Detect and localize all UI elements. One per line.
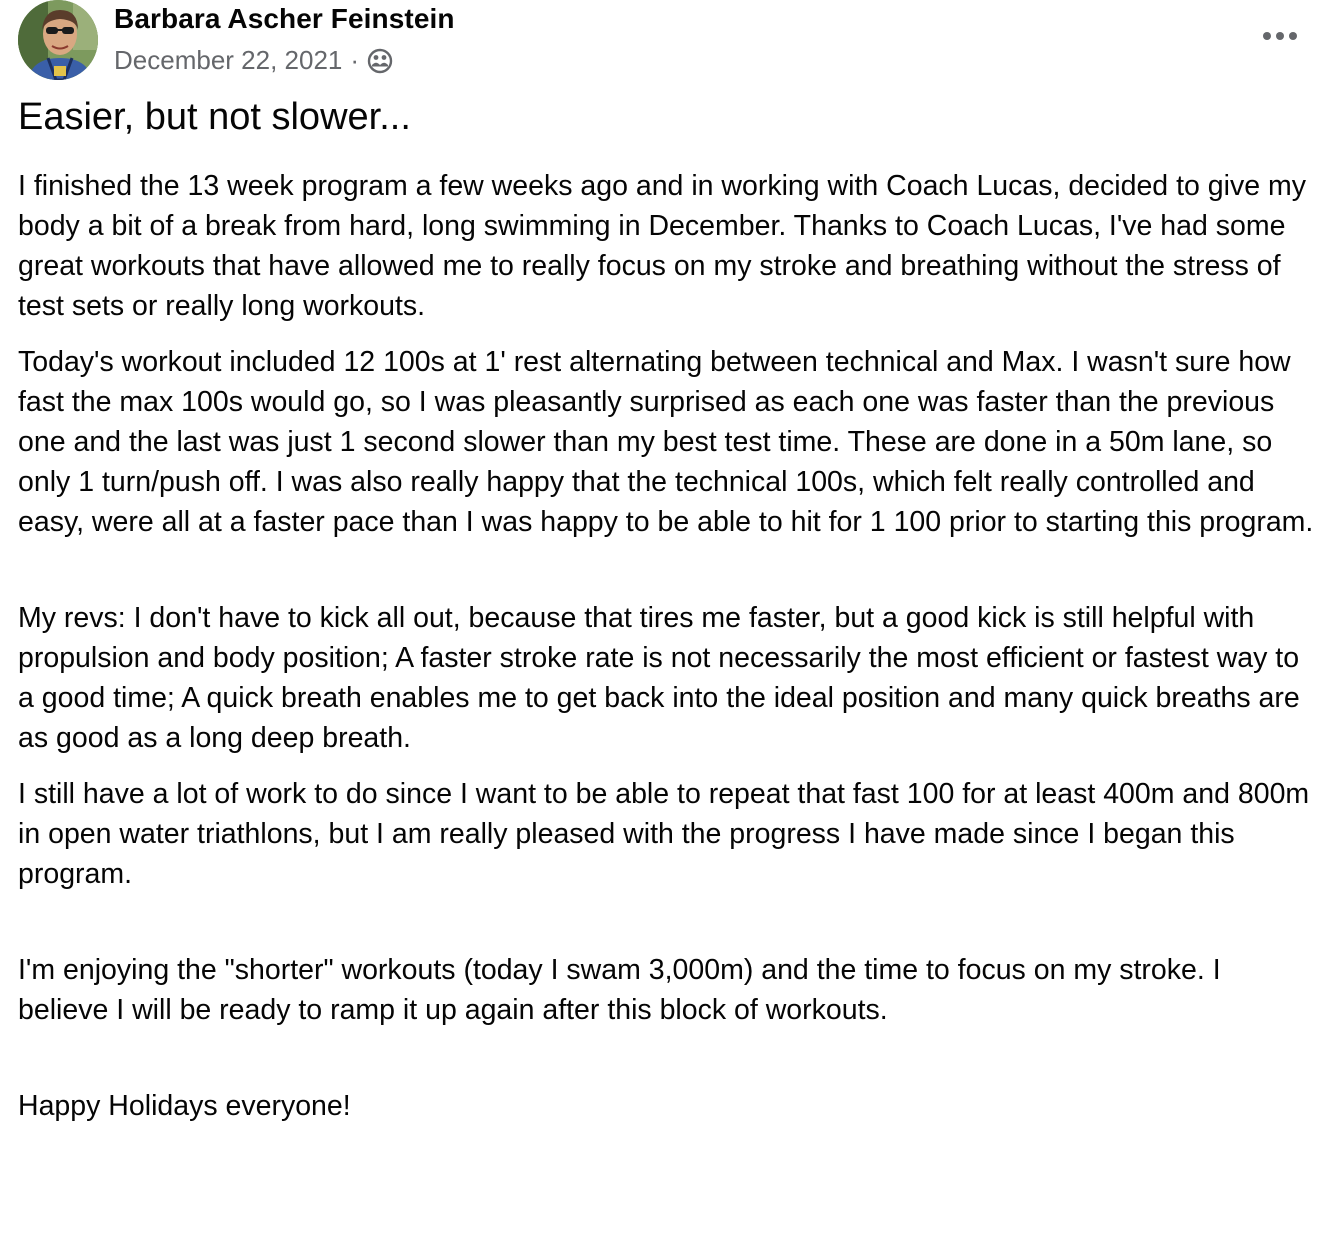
friends-icon[interactable]	[367, 48, 393, 74]
meta-separator: ·	[350, 45, 360, 75]
post-header	[18, 0, 1318, 84]
post-paragraph: I still have a lot of work to do since I want to be able to repeat that fast 100 for at least 400m and 800m in open water triathlons, but I am really pleased with the progress I have made since I began this program.	[18, 778, 1310, 890]
author-name[interactable]: Barbara Ascher Feinstein	[114, 3, 455, 34]
post-date[interactable]: December 22, 2021	[114, 45, 343, 75]
more-options-button[interactable]	[1260, 20, 1300, 52]
post-meta	[114, 45, 393, 76]
post-title: Easier, but not slower...	[18, 96, 411, 138]
post-body	[18, 166, 1318, 1142]
post-paragraph: I finished the 13 week program a few weeks ago and in working with Coach Lucas, decided to give my body a bit of a break from hard, long swimming in December. Thanks to Coach Lucas, I've had some great workouts that have allowed me to really focus on my stroke and breathing without the stress of test sets or really long workouts.	[18, 170, 1306, 322]
post-paragraph: Happy Holidays everyone!	[18, 1090, 351, 1122]
post-paragraph: I'm enjoying the "shorter" workouts (today I swam 3,000m) and the time to focus on my stroke. I believe I will be ready to ramp it up again after this block of workouts.	[18, 954, 1221, 1026]
post-paragraph: My revs: I don't have to kick all out, because that tires me faster, but a good kick is still helpful with propulsion and body position; A faster stroke rate is not necessarily the most efficient or fastest way to a good time; A quick breath enables me to get back into the ideal position and many quick breaths are as good as a long deep breath.	[18, 602, 1300, 754]
avatar[interactable]	[18, 0, 98, 80]
more-dots-icon	[1262, 31, 1298, 41]
post-paragraph: Today's workout included 12 100s at 1' rest alternating between technical and Max. I wasn't sure how fast the max 100s would go, so I was pleasantly surprised as each one was faster than the previous one and the last was just 1 second slower than my best test time. These are done in a 50m lane, so only 1 turn/push off. I was also really happy that the technical 100s, which felt really controlled and easy, were all at a faster pace than I was happy to be able to hit for 1 100 prior to starting this program.	[18, 346, 1314, 538]
